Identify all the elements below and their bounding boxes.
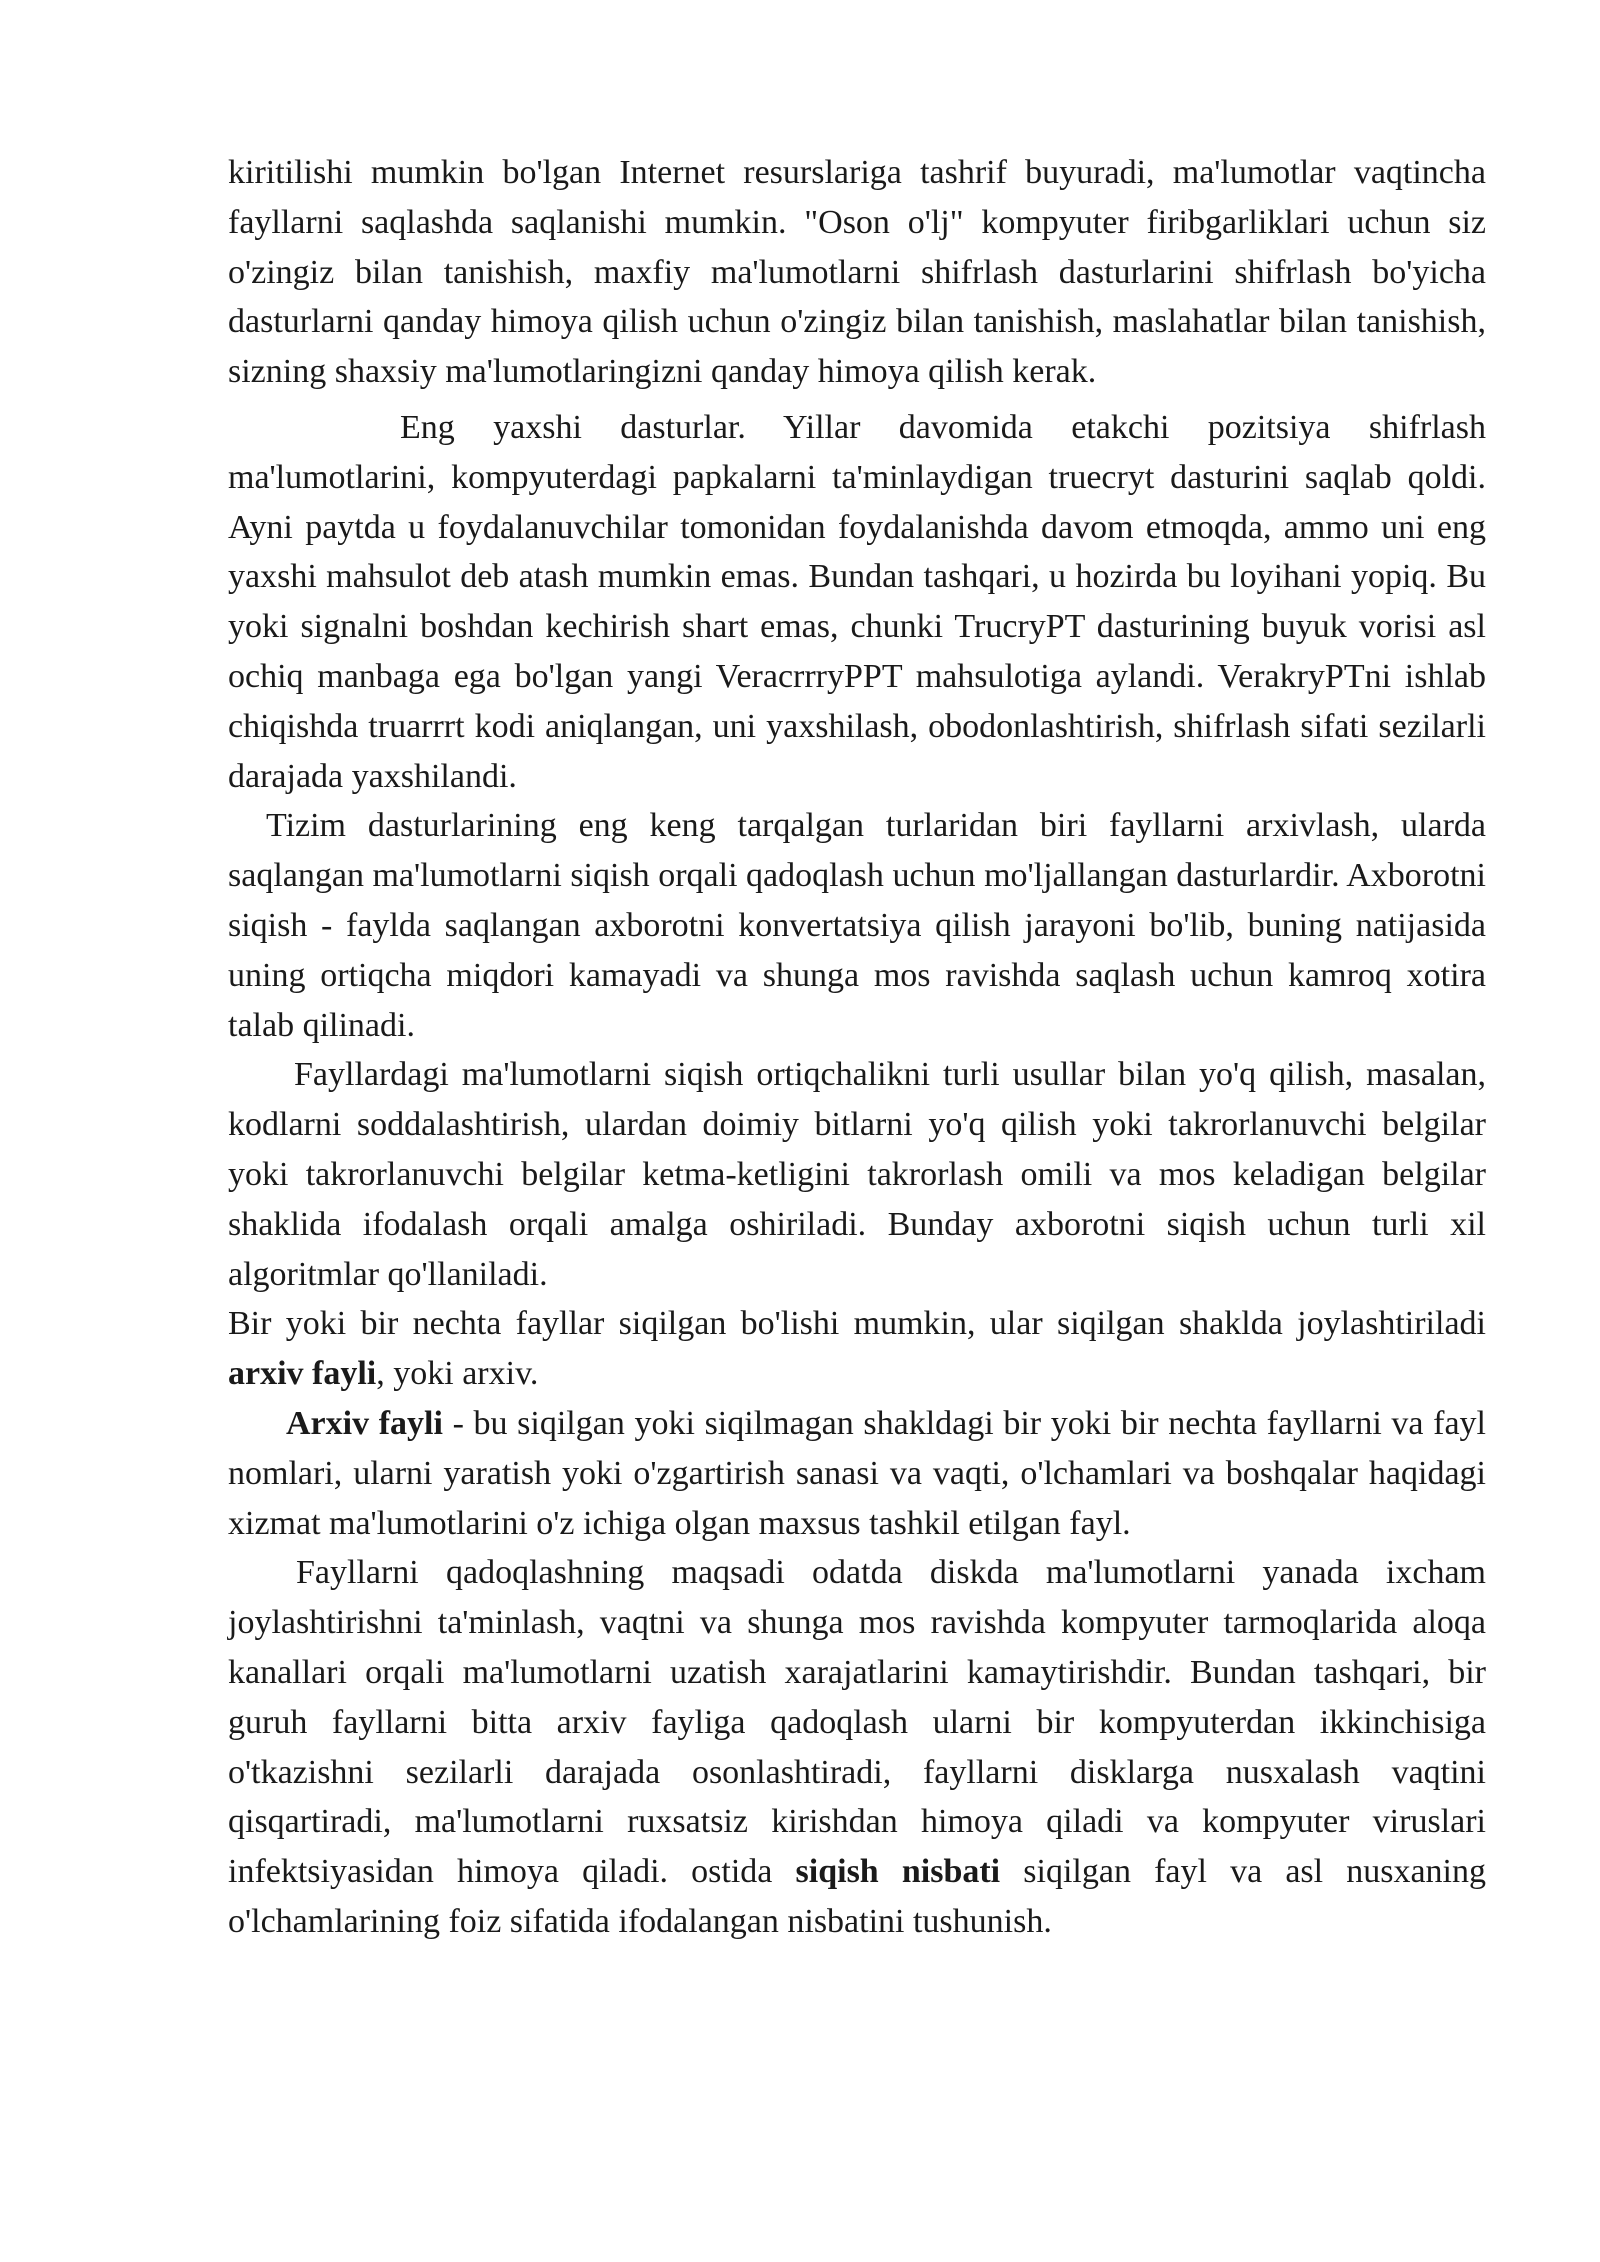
- paragraph-5: [228, 1299, 1486, 1399]
- paragraph-7: [228, 1548, 1486, 1946]
- paragraph-5-text-end: , yoki arxiv.: [376, 1355, 539, 1393]
- paragraph-6: [228, 1399, 1486, 1548]
- paragraph-7-text-start: Fayllarni qadoqlashning maqsadi odatda diskda ma'lumotlarni yanada ixcham joylashtirishni ta'minlash, vaqtni va shunga mos ravishda kompyuter tarmoqlarida aloqa kanallari orqali ma'lumotlarni uzatish xarajatlarini kamaytirishdir. Bundan tashqari, bir guruh fayllarni bitta arxiv fayliga qadoqlash ularni bir kompyuterdan ikkinchisiga o'tkazishni sezilarli darajada osonlashtiradi, fayllarni disklarga nusxalash vaqtini qisqartiradi, ma'lumotlarni ruxsatsiz kirishdan himoya qiladi va kompyuter viruslari infektsiyasidan himoya qiladi. ostida: [228, 1554, 1486, 1891]
- paragraph-4: Fayllardagi ma'lumotlarni siqish ortiqchalikni turli usullar bilan yo'q qilish, masalan, kodlarni soddalashtirish, ulardan doimiy bitlarni yo'q qilish yoki takrorlanuvchi belgilar yoki takrorlanuvchi belgilar ketma-ketligini takrorlash omili va mos keladigan belgilar shaklida ifodalash orqali amalga oshiriladi. Bunday axborotni siqish uchun turli xil algoritmlar qo'llaniladi.: [228, 1056, 1486, 1293]
- paragraph-1: kiritilishi mumkin bo'lgan Internet resurslariga tashrif buyuradi, ma'lumotlar vaqtincha fayllarni saqlashda saqlanishi mumkin. "Oson o'lj" kompyuter firibgarliklari uchun siz o'zingiz bilan tanishish, maxfiy ma'lumotlarni shifrlash dasturlarini shifrlash bo'yicha dasturlarni qanday himoya qilish uchun o'zingiz bilan tanishish, maslahatlar bilan tanishish, sizning shaxsiy ma'lumotlaringizni qanday himoya qilish kerak.: [228, 154, 1486, 391]
- term-arxiv-fayli: arxiv fayli: [228, 1355, 377, 1393]
- term-siqish-nisbati: siqish nisbati: [795, 1853, 1001, 1891]
- paragraph-3: Tizim dasturlarining eng keng tarqalgan turlaridan biri fayllarni arxivlash, ularda saqlangan ma'lumotlarni siqish orqali qadoqlash uchun mo'ljallangan dasturlardir. Axborotni siqish - faylda saqlangan axborotni konvertatsiya qilish jarayoni bo'lib, buning natijasida uning ortiqcha miqdori kamayadi va shunga mos ravishda saqlash uchun kamroq xotira talab qilinadi.: [228, 807, 1486, 1044]
- definition-term-arxiv-fayli: Arxiv fayli: [286, 1404, 443, 1442]
- paragraph-7-text-end: siqilgan fayl va asl nusxaning o'lchamlarining foiz sifatida ifodalangan nisbatini tushunish.: [228, 1853, 1486, 1940]
- document-page: [228, 148, 1486, 1947]
- paragraph-5-text-start: Bir yoki bir nechta fayllar siqilgan bo'lishi mumkin, ular siqilgan shaklda joylashtiriladi: [228, 1305, 1486, 1343]
- paragraph-6-text: - bu siqilgan yoki siqilmagan shakldagi bir yoki bir nechta fayllarni va fayl nomlari, ularni yaratish yoki o'zgartirish sanasi va vaqti, o'lchamlari va boshqalar haqidagi xizmat ma'lumotlarini o'z ichiga olgan maxsus tashkil etilgan fayl.: [228, 1404, 1486, 1542]
- paragraph-2: Eng yaxshi dasturlar. Yillar davomida etakchi pozitsiya shifrlash ma'lumotlarini, kompyuterdagi papkalarni ta'minlaydigan truecryt dasturini saqlab qoldi. Ayni paytda u foydalanuvchilar tomonidan foydalanishda davom etmoqda, ammo uni eng yaxshi mahsulot deb atash mumkin emas. Bundan tashqari, u hozirda bu loyihani yopiq. Bu yoki signalni boshdan kechirish shart emas, chunki TrucryPT dasturining buyuk vorisi asl ochiq manbaga ega bo'lgan yangi VeracrrryPPT mahsulotiga aylandi. VerakryPTni ishlab chiqishda truarrrt kodi aniqlangan, uni yaxshilash, obodonlashtirish, shifrlash sifati sezilarli darajada yaxshilandi.: [228, 408, 1486, 795]
